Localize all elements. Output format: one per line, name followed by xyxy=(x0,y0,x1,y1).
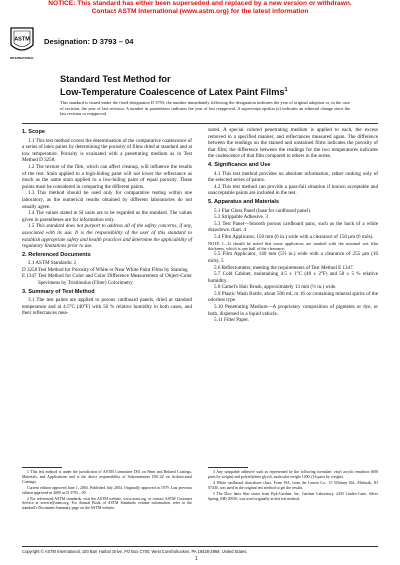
section-1-heading: 1. Scope xyxy=(22,129,46,135)
ref-code: E 1347 xyxy=(22,273,37,280)
para-2-1: 2.1 ASTM Standards: 2 xyxy=(28,260,77,267)
para-5-5: 5.5 Film Applicator, 140 mm (5½ in.) wide with a clearance of 255 µm (10 mils). 5 xyxy=(208,251,378,264)
footnote-3: 3 Any strippable adhesive such as represented by the following formulae: vinyl acrylic emulsion (600 parts by weight) and polyethylene glycol, molecular weight 1400, (16 parts by weight). xyxy=(208,470,378,479)
header-divider xyxy=(22,123,378,124)
left-column xyxy=(22,127,192,317)
para-5-8: 5.8 Camel's Hair Brush, approximately 13 mm (½ in.) wide. xyxy=(214,284,337,291)
para-5-11: 5.11 Filter Paper. xyxy=(214,317,249,324)
para-5-10: 5.10 Penetrating Medium—A proprietary composition of pigments or dye, or both, dispersed in a liquid vehicle. xyxy=(208,304,378,317)
reference-e1347 xyxy=(22,273,192,286)
page-number: 1 xyxy=(195,556,198,562)
footnote-1: 1 This test method is under the jurisdiction of ASTM Committee D01 on Paint and Related Coatings, Materials, and Applications and is the direct responsibility of Subcommittee D01.42 on Architectural Coatings. xyxy=(22,470,192,484)
para-1-2: 1.2 The texture of the film, which can affect cleanup, will influence the results of the test. Stain applied to a high-hiding paint will not lower the reflectance as much as the same stain applied to a low-hiding paint of equal porosity. These points must be considered in comparing the different paints. xyxy=(22,163,192,190)
para-3-1-continued: sured. A special colored penetrating medium is applied to each, the excess removed in a specified manner, and reflectances measured again. The difference between the readings on the stained and unstained films indicates the porosity of that film; the difference between the readings for the two temperatures indicates the coalescence of that film compared to others in the series. xyxy=(208,127,378,160)
title-line-2: Low-Temperature Coalescence of Latex Paint Films xyxy=(60,87,285,98)
document-title xyxy=(60,74,288,98)
astm-logo-icon xyxy=(8,25,36,63)
footnotes-right xyxy=(208,470,378,502)
footnote-2: 2 For referenced ASTM standards, visit the ASTM website, www.astm.org, or contact ASTM Customer Service at service@astm.org. For Annual Book of ASTM Standards volume information, refer to the standard's Document Summary page on the ASTM website. xyxy=(22,496,192,511)
footnote-4: 4 White cardboard drawdown chart, Form WA, from the Leneta Co., 15 Whitney Rd., Mahwah, NJ 07430, was used in the original test method to get the results. xyxy=(208,480,378,490)
para-5-7: 5.7 Cold Cabinet, maintaining 4.5 ± 1°C (40 ± 2°F) and 50 ± 5 % relative humidity. xyxy=(208,271,378,284)
copyright-notice: Copyright © ASTM International, 100 Barr Harbor Drive, PO Box C700, West Conshohocken, PA 19428-2959, United States. xyxy=(22,549,248,554)
title-footnote-mark: 1 xyxy=(284,87,288,93)
notice-line-2: Contact ASTM International (www.astm.org) for the latest information xyxy=(91,8,309,15)
footnote-5: 5 The Dow latex film caster from Byk-Gardner, Inc. Gardner Laboratory, 2435 Linden Lane, Silver Spring, MD 20910, was used originally in this test method. xyxy=(208,491,378,501)
ref-title: Test Method for Porosity of White or Near White Paint Films by Staining xyxy=(38,266,188,273)
para-5-1: 5.1 Flat Gloss Panel (base for cardboard panel). xyxy=(214,207,312,214)
footer-divider xyxy=(22,546,378,547)
para-1-1: 1.1 This test method covers the determination of the comparative coalescence of a series of latex paints by determining the porosity of films dried at standard and at low temperature. Porosity is evaluated with a penetrating medium as in Test Method D 3258. xyxy=(22,137,192,164)
title-line-1: Standard Test Method for xyxy=(60,74,171,84)
para-1-3: 1.3 This method should be used only for comparative testing within one laboratory, as the numerical results obtained by different laboratories do not usually agree. xyxy=(22,190,192,210)
para-5-2: 5.2 Strippable Adhesive. 3 xyxy=(214,214,268,221)
note-1: NOTE 1—It should be noted that some applicators are marked with the nominal wet film thickness, which is one half of the clearance. xyxy=(208,240,378,251)
footnote-1-edition: Current edition approved June 1, 2004. Published July 2004. Originally approved in 1979. Last previous edition approved in 2000 as D 3793 – 00. xyxy=(22,485,192,495)
issuance-statement: This standard is issued under the fixed designation D 3793; the number immediately following the designation indicates the year of original adoption or, in the case of revision, the year of last revision. A number in parentheses indicates the year of last reapproval. A superscript epsilon (ε) indicates an editorial change since the last revision or reapproval. xyxy=(60,100,350,117)
superseded-notice xyxy=(0,0,400,16)
para-5-3: 5.3 Test Panel—Smooth porous cardboard panc, such as the back of a white drawdown chart. 4 xyxy=(208,220,378,234)
footnote-divider-right xyxy=(208,467,248,468)
para-5-9: 5.9 Plastic Wash Bottle, about 500 mL or 16 oz containing mineral spirits of the odorless type. xyxy=(208,290,378,304)
para-4-1: 4.1 This test method provides no absolute information, rather ranking only of the selected series of paints. xyxy=(208,170,378,184)
para-4-2: 4.2 This test method can provide a pass-fail situation if known acceptable and unacceptable paints are included in the test. xyxy=(208,183,378,197)
para-5-6: 5.6 Reflectometer, meeting the requirements of Test Method E 1347. xyxy=(214,264,354,271)
logo-bottom-text: INTERNATIONAL xyxy=(9,56,35,60)
section-4-heading: 4. Significance and Use xyxy=(208,161,271,168)
ref-code: D 3258 xyxy=(22,266,38,273)
section-5-heading: 5. Apparatus and Materials xyxy=(208,198,279,205)
notice-line-1: NOTICE: This standard has either been superseded and replaced by a new version or withdrawn. xyxy=(48,0,352,7)
section-2-heading: 2. Referenced Documents xyxy=(22,251,91,258)
footnote-divider-left xyxy=(22,467,62,468)
ref-title: Test Method for Color and Color Difference Measurement of Object-Color Specimens by Tristimulus (Filter) Colorimetry xyxy=(38,273,192,287)
para-5-4: 5.4 Film Applicator, 150 mm (6 in.) wide with a clearance of 150 µm (6 mils). xyxy=(214,233,374,240)
designation: Designation: D 3793 – 04 xyxy=(44,37,134,46)
para-3-1: 3.1 The test paints are applied to porous cardboard panels, dried at standard temperature and at 4.5°C (40°F) with 50 % relative humidity in both cases, and their reflectances mea- xyxy=(22,297,192,317)
right-column xyxy=(208,127,378,324)
section-3-heading: 3. Summary of Test Method xyxy=(22,288,95,295)
para-1-5: 1.5 This standard does not purport to address all of the safety concerns, if any, associated with its use. It is the responsibility of the user of this standard to establish appropriate safety and health practices and determine the applicability of regulatory limitations prior to use. xyxy=(22,223,192,250)
para-1-4: 1.4 The values stated in SI units are to be regarded as the standard. The values given in parentheses are for information only. xyxy=(22,210,192,223)
logo-top-text: ASTM xyxy=(14,36,30,43)
footnotes-left xyxy=(22,470,192,512)
